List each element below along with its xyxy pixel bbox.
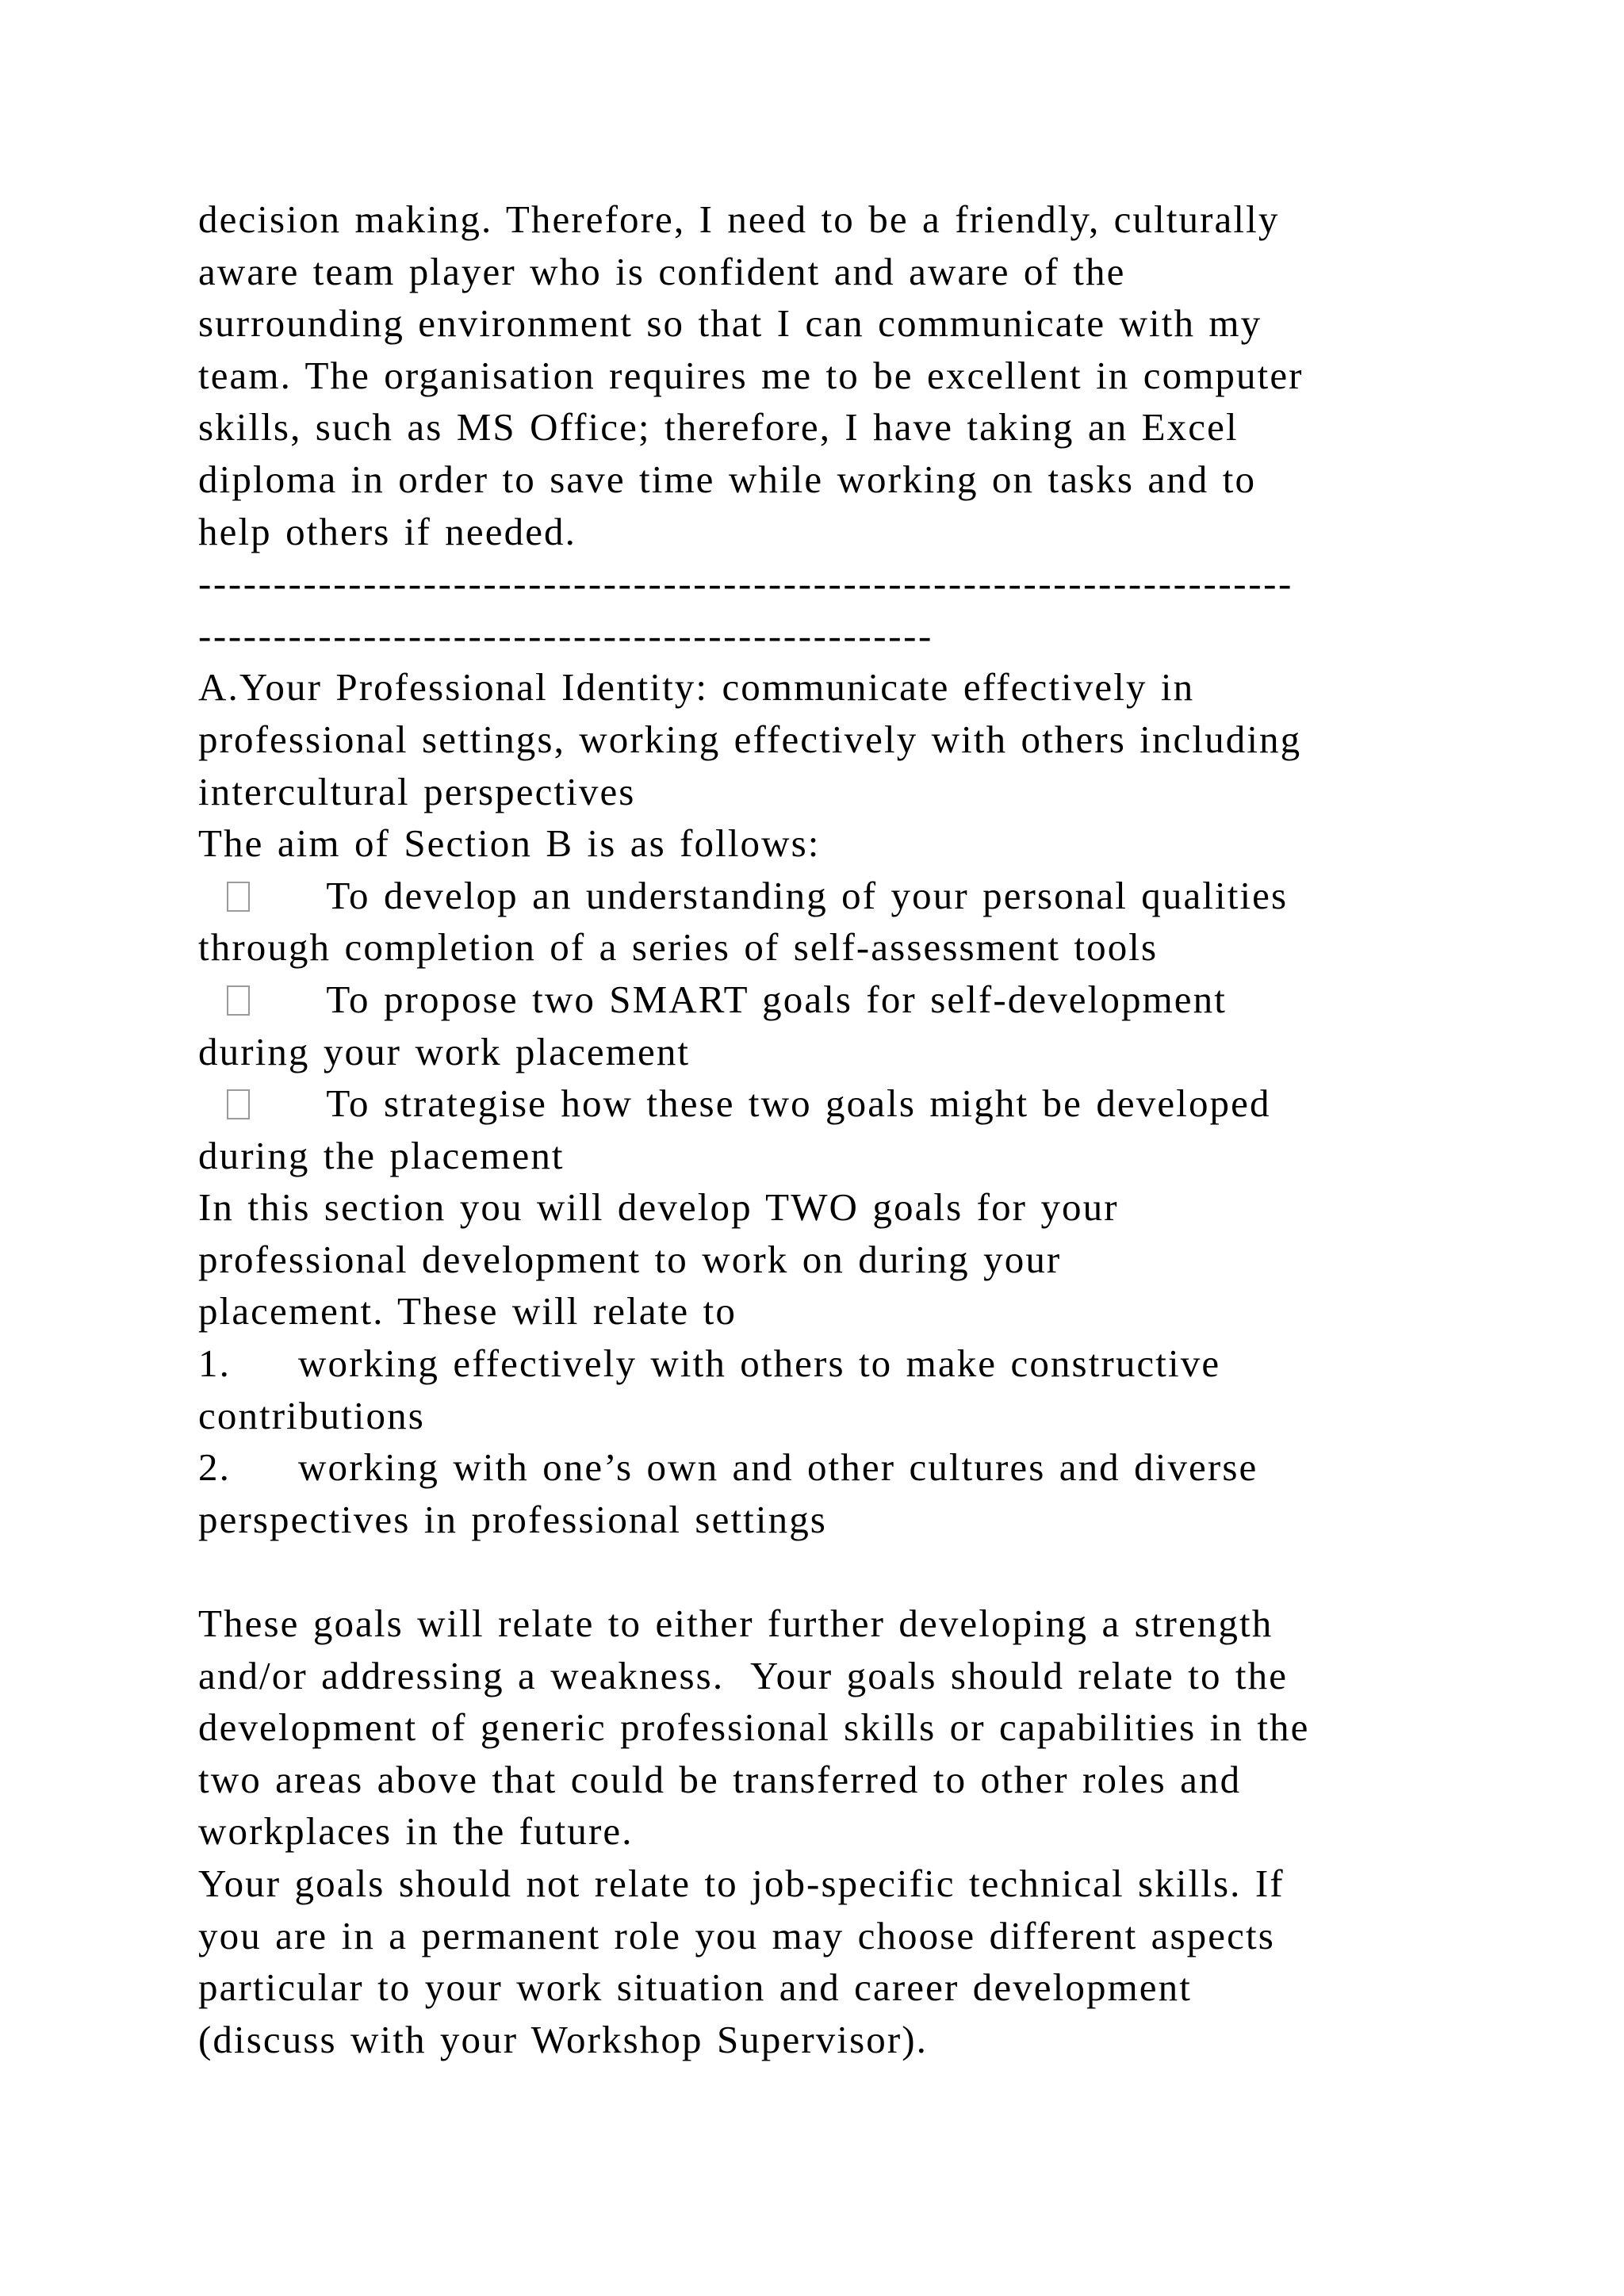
aims-list bbox=[198, 870, 1499, 1182]
missing-glyph-bullet-icon bbox=[227, 882, 250, 912]
text-line: These goals will relate to either further developing a strength bbox=[198, 1601, 1274, 1646]
heading-line: intercultural perspectives bbox=[198, 769, 636, 813]
text-line: skills, such as MS Office; therefore, I have taking an Excel bbox=[198, 405, 1239, 450]
aim-text: To strategise how these two goals might be developed bbox=[326, 1081, 1271, 1126]
list-number: 2. bbox=[198, 1445, 231, 1490]
list-number: 1. bbox=[198, 1341, 231, 1386]
aim-text: To propose two SMART goals for self-development bbox=[326, 977, 1227, 1021]
aim-text: To develop an understanding of your personal qualities bbox=[326, 873, 1289, 917]
text-line: workplaces in the future. bbox=[198, 1809, 634, 1854]
dashed-separator bbox=[198, 557, 1499, 661]
paragraph-spacer bbox=[198, 1545, 1499, 1598]
text-line: development of generic professional skills or capabilities in the bbox=[198, 1705, 1310, 1750]
list-item bbox=[198, 974, 1499, 1077]
text-line: professional development to work on during your bbox=[198, 1237, 1062, 1281]
list-item bbox=[198, 870, 1499, 974]
aim-text-continued: during the placement bbox=[198, 1133, 565, 1177]
text-line: help others if needed. bbox=[198, 509, 576, 553]
goals-intro-paragraph bbox=[198, 1181, 1499, 1337]
goals-list bbox=[198, 1337, 1499, 1545]
heading-line: professional settings, working effectively with others including bbox=[198, 717, 1302, 761]
goal-text-continued: perspectives in professional settings bbox=[198, 1497, 827, 1541]
text-line: and/or addressing a weakness. Your goals should relate to the bbox=[198, 1653, 1289, 1697]
missing-glyph-bullet-icon bbox=[227, 985, 250, 1016]
text-line: decision making. Therefore, I need to be a friendly, culturally bbox=[198, 197, 1280, 241]
aim-text-continued: through completion of a series of self-assessment tools bbox=[198, 925, 1159, 970]
section-heading bbox=[198, 661, 1499, 817]
text-line: two areas above that could be transferred to other roles and bbox=[198, 1757, 1242, 1801]
text-line: aware team player who is confident and aware of the bbox=[198, 249, 1126, 293]
aim-text-continued: during your work placement bbox=[198, 1029, 691, 1073]
text-line: diploma in order to save time while working on tasks and to bbox=[198, 457, 1257, 501]
text-line: surrounding environment so that I can communicate with my bbox=[198, 301, 1262, 346]
text-line: team. The organisation requires me to be excellent in computer bbox=[198, 353, 1304, 397]
heading-line: A.Your Professional Identity: communicate effectively in bbox=[198, 665, 1195, 710]
goal-text: working with one’s own and other cultures and diverse bbox=[298, 1445, 1258, 1490]
goal-text: working effectively with others to make constructive bbox=[298, 1341, 1221, 1386]
text-line: (discuss with your Workshop Supervisor). bbox=[198, 2017, 929, 2061]
text-line: placement. These will relate to bbox=[198, 1289, 737, 1334]
separator-line: ------------------------------------------------------------------------- bbox=[198, 561, 1293, 606]
list-item bbox=[198, 1441, 1499, 1545]
list-item bbox=[198, 1077, 1499, 1181]
text-line: you are in a permanent role you may choose different aspects bbox=[198, 1913, 1275, 1957]
text-line: particular to your work situation and career development bbox=[198, 1965, 1192, 2010]
intro-paragraph bbox=[198, 193, 1499, 557]
separator-line: ------------------------------------------------- bbox=[198, 613, 933, 657]
text-line: Your goals should not relate to job-specific technical skills. If bbox=[198, 1862, 1285, 1905]
technical-skills-paragraph bbox=[198, 1858, 1499, 2065]
aim-intro: The aim of Section B is as follows: bbox=[198, 821, 821, 866]
text-line: In this section you will develop TWO goals for your bbox=[198, 1185, 1119, 1230]
goal-text-continued: contributions bbox=[198, 1393, 425, 1437]
strength-weakness-paragraph bbox=[198, 1598, 1499, 1858]
missing-glyph-bullet-icon bbox=[227, 1089, 250, 1119]
list-item bbox=[198, 1337, 1499, 1441]
document-page bbox=[198, 193, 1499, 2065]
